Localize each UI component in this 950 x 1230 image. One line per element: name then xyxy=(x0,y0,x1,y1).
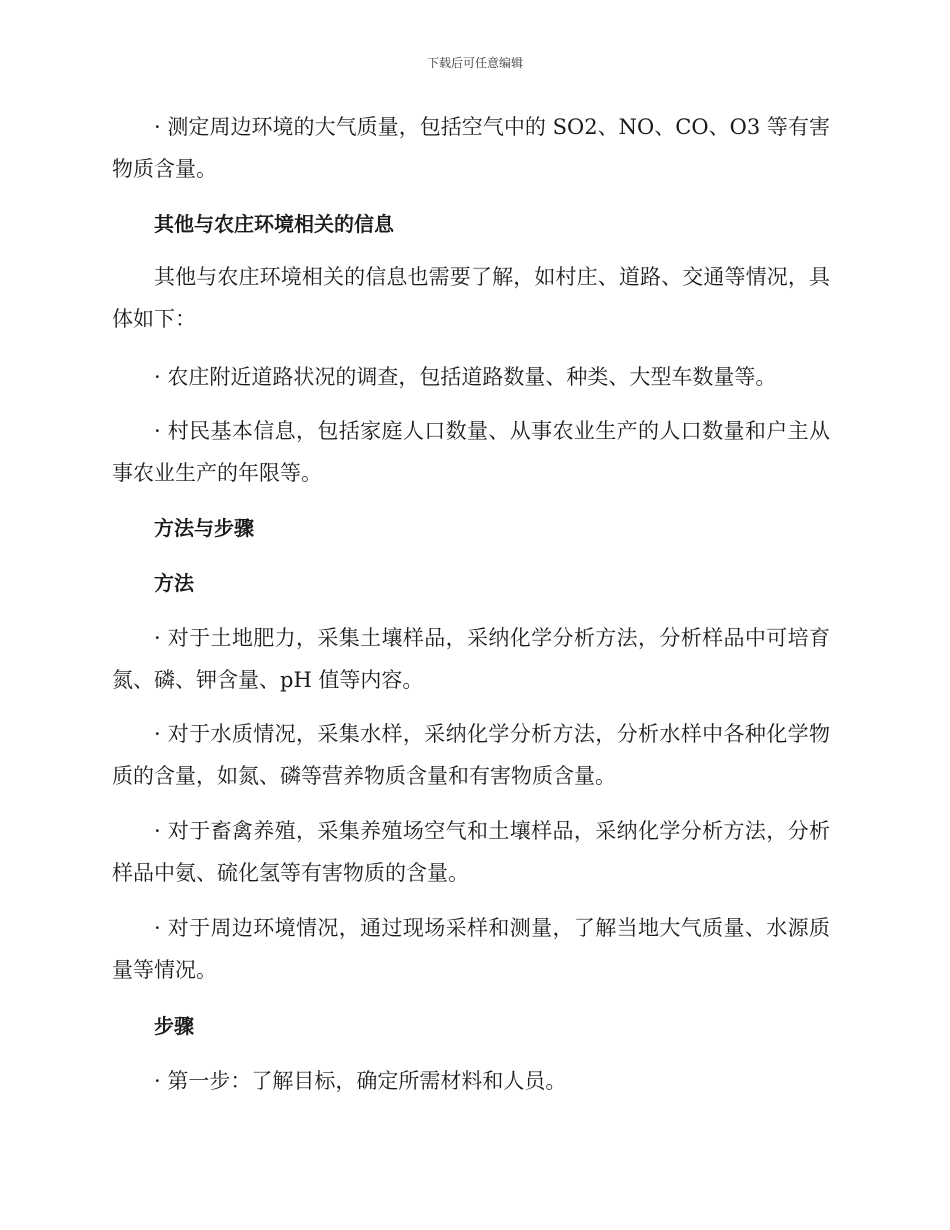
paragraph-soil-method: · 对于土地肥力，采集土壤样品，采纳化学分析方法，分析样品中可培育氮、磷、钾含量、pH 值等内容。 xyxy=(112,626,830,692)
paragraph-water-method: · 对于水质情况，采集水样，采纳化学分析方法，分析水样中各种化学物质的含量，如氮、磷等营养物质含量和有害物质含量。 xyxy=(112,722,830,788)
heading-methods: 方法 xyxy=(154,571,194,595)
paragraph-livestock-method: · 对于畜禽养殖，采集养殖场空气和土壤样品，采纳化学分析方法，分析样品中氨、硫化氢等有害物质的含量。 xyxy=(112,819,830,885)
paragraph-step-one: · 第一步：了解目标，确定所需材料和人员。 xyxy=(154,1069,567,1093)
paragraph-environment-method: · 对于周边环境情况，通过现场采样和测量，了解当地大气质量、水源质量等情况。 xyxy=(112,916,830,982)
paragraph-other-info-intro: 其他与农庄环境相关的信息也需要了解，如村庄、道路、交通等情况，具体如下： xyxy=(112,265,830,331)
paragraph-road-survey: · 农庄附近道路状况的调查，包括道路数量、种类、大型车数量等。 xyxy=(154,365,777,389)
heading-other-info: 其他与农庄环境相关的信息 xyxy=(154,212,394,236)
heading-steps: 步骤 xyxy=(154,1014,194,1038)
page-header: 下载后可任意编辑 xyxy=(426,56,523,70)
paragraph-villager-info: · 村民基本信息，包括家庭人口数量、从事农业生产的人口数量和户主从事农业生产的年限等。 xyxy=(112,419,830,485)
paragraph-air-quality: · 测定周边环境的大气质量，包括空气中的 SO2、NO、CO、O3 等有害物质含量。 xyxy=(112,115,830,181)
heading-methods-steps: 方法与步骤 xyxy=(154,516,254,540)
